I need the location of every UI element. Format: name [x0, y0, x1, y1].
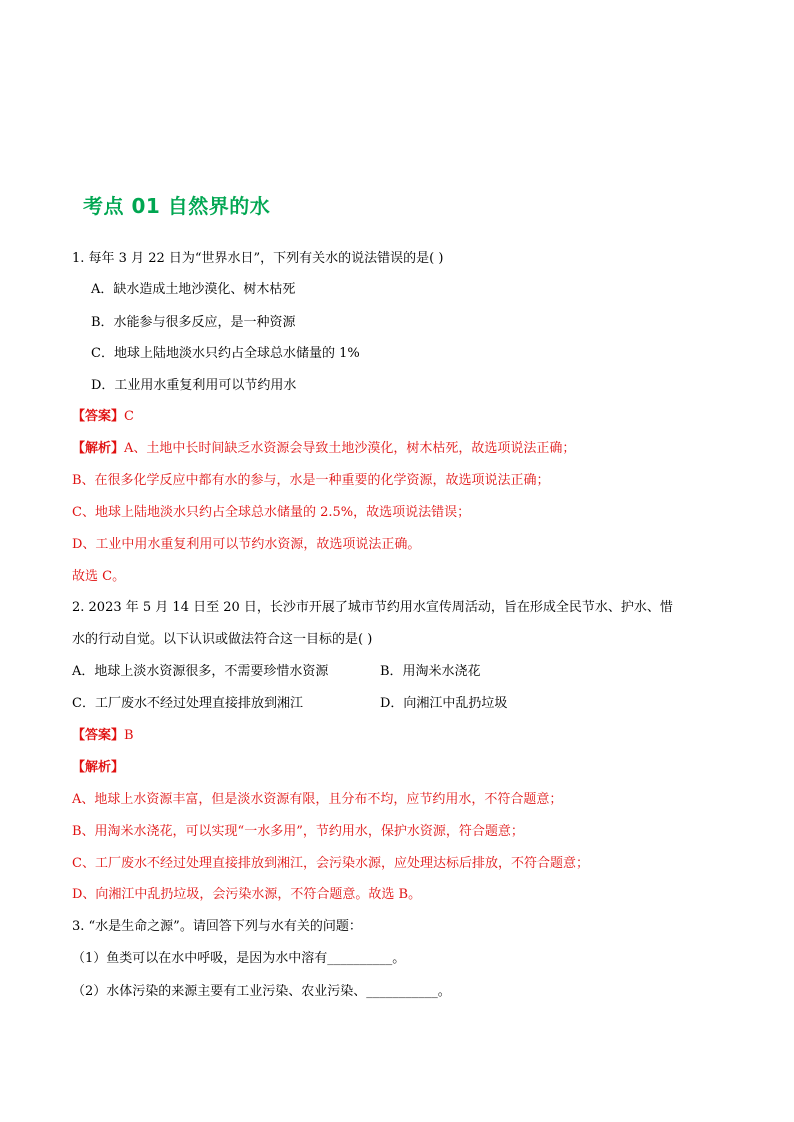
q2-analysis-line-4: D、向湘江中乱扔垃圾，会污染水源，不符合题意。故选 B。 [72, 887, 422, 902]
q1-option-c: C．地球上陆地淡水只约占全球总水储量的 1% [91, 346, 360, 361]
q2-option-b: B．用淘米水浇花 [380, 664, 481, 679]
q1-analysis-line-2: B、在很多化学反应中都有水的参与，水是一种重要的化学资源，故选项说法正确； [72, 473, 550, 488]
q2-option-c: C．工厂废水不经过处理直接排放到湘江 [72, 696, 303, 711]
q2-option-a: A．地球上淡水资源很多，不需要珍惜水资源 [72, 664, 329, 679]
q1-answer-label: 【答案】 [72, 409, 125, 424]
q3-stem: 3. “水是生命之源”。请回答下列与水有关的问题： [72, 919, 362, 934]
q1-analysis-line-3: C、地球上陆地淡水只约占全球总水储量的 2.5%，故选项说法错误； [72, 505, 471, 520]
q1-answer [72, 408, 134, 426]
q1-analysis-line-1 [72, 440, 575, 458]
q3-part-1: （1）鱼类可以在水中呼吸，是因为水中溶有__________。 [72, 951, 406, 966]
q1-option-b: B．水能参与很多反应，是一种资源 [91, 315, 296, 330]
q2-analysis-line-2: B、用淘米水浇花，可以实现“一水多用”，节约用水，保护水资源，符合题意； [72, 824, 524, 839]
q2-answer-label: 【答案】 [72, 728, 125, 743]
q2-option-d: D．向湘江中乱扔垃圾 [380, 696, 508, 711]
q1-option-a: A．缺水造成土地沙漠化、树木枯死 [91, 282, 296, 297]
q3-part-2: （2）水体污染的来源主要有工业污染、农业污染、___________。 [72, 984, 451, 999]
q1-analysis-line-5: 故选 C。 [72, 569, 126, 584]
q1-answer-value: C [124, 409, 134, 424]
section-title: 考点 01 自然界的水 [83, 194, 271, 218]
q1-option-d: D．工业用水重复利用可以节约用水 [91, 378, 297, 393]
q1-analysis-label: 【解析】 [72, 441, 125, 456]
q2-analysis-line-3: C、工厂废水不经过处理直接排放到湘江，会污染水源，应处理达标后排放，不符合题意； [72, 856, 589, 871]
q2-stem-line-2: 水的行动自觉。以下认识或做法符合这一目标的是( ) [72, 632, 373, 647]
q2-answer [72, 727, 134, 745]
q1-analysis-line-4: D、工业中用水重复利用可以节约水资源，故选项说法正确。 [72, 537, 421, 552]
q2-analysis-line-1: A、地球上水资源丰富，但是淡水资源有限，且分布不均，应节约用水，不符合题意； [72, 792, 563, 807]
q1-analysis-text-1: A、土地中长时间缺乏水资源会导致土地沙漠化，树木枯死，故选项说法正确； [124, 441, 576, 456]
q1-stem: 1. 每年 3 月 22 日为“世界水日”，下列有关水的说法错误的是( ) [72, 251, 444, 266]
q2-answer-value: B [124, 728, 134, 743]
q2-stem-line-1: 2. 2023 年 5 月 14 日至 20 日，长沙市开展了城市节约用水宣传周活动，旨在形成全民节水、护水、惜 [72, 600, 673, 615]
q2-analysis-label: 【解析】 [72, 760, 125, 775]
